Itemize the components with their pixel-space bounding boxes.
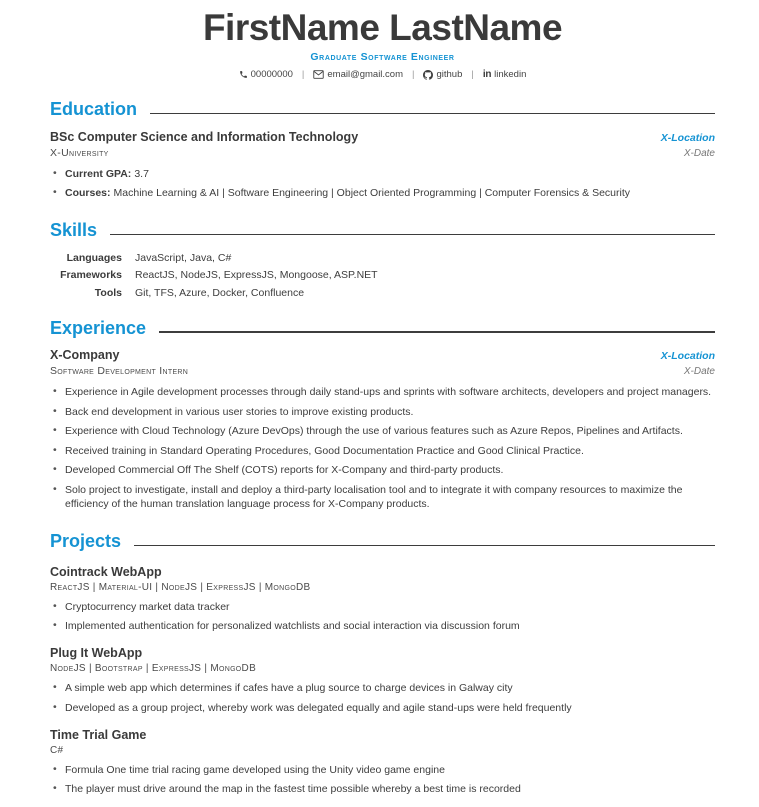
project-entry <box>50 646 715 715</box>
skill-values: Git, TFS, Azure, Docker, Confluence <box>135 286 305 299</box>
project-bullet: • A simple web app which determines if cafes have a plug source to charge devices in Galway city <box>50 681 715 696</box>
project-entry <box>50 728 715 797</box>
contact-separator: | <box>412 69 415 81</box>
skill-category: Frameworks <box>60 269 122 282</box>
project-tech-stack: ReactJS | Material-UI | NodeJS | ExpressJS | MongoDB <box>50 581 311 593</box>
skills-section-head <box>50 220 715 242</box>
linkedin-label: linkedin <box>494 69 527 81</box>
education-entry <box>50 130 715 201</box>
github-label: github <box>436 69 463 81</box>
project-bullets <box>50 681 715 715</box>
section-rule <box>110 234 715 236</box>
bullet-label: Courses: <box>65 187 111 200</box>
experience-section-title: Experience <box>50 317 147 338</box>
email-address: email@gmail.com <box>327 69 404 81</box>
education-section <box>50 99 715 201</box>
skill-values: JavaScript, Java, C# <box>135 251 232 264</box>
contact-separator: | <box>471 69 474 81</box>
contact-row <box>50 69 715 80</box>
job-title: Software Development Intern <box>50 365 189 378</box>
skill-values: ReactJS, NodeJS, ExpressJS, Mongoose, ASP.NET <box>135 269 378 282</box>
contact-separator: | <box>301 69 305 81</box>
project-bullet: • The player must drive around the map in the fastest time possible whereby a best time is recorded <box>50 782 715 797</box>
experience-bullet: • Back end development in various user stories to improve existing products. <box>50 405 715 420</box>
project-bullets <box>50 763 715 797</box>
skills-section <box>50 220 715 299</box>
project-bullet: • Implemented authentication for personalized watchlists and social interaction via discussion forum <box>50 619 715 634</box>
github-contact[interactable] <box>423 69 462 80</box>
phone-number: 00000000 <box>250 69 293 81</box>
degree-title: BSc Computer Science and Information Technology <box>50 129 359 144</box>
email-contact[interactable] <box>313 69 403 80</box>
project-tech-stack: C# <box>50 744 64 756</box>
github-icon <box>423 70 433 80</box>
email-icon <box>313 70 324 79</box>
bullet-text: 3.7 <box>134 167 149 180</box>
project-tech-stack: NodeJS | Bootstrap | ExpressJS | MongoDB <box>50 663 257 675</box>
candidate-name: FirstName LastName <box>202 7 563 48</box>
skills-table <box>50 252 715 299</box>
education-bullets <box>50 167 715 201</box>
project-entry <box>50 565 715 634</box>
project-bullet: • Cryptocurrency market data tracker <box>50 600 715 615</box>
experience-section-head <box>50 318 715 340</box>
project-bullets <box>50 600 715 634</box>
project-bullet: • Developed as a group project, whereby work was delegated equally and agile stand-ups were held frequently <box>50 701 715 716</box>
linkedin-icon: in <box>482 69 492 81</box>
education-bullet <box>50 167 715 182</box>
education-section-title: Education <box>50 99 138 120</box>
projects-section-head <box>50 531 715 553</box>
candidate-title: Graduate Software Engineer <box>310 51 455 64</box>
bullet-text: Machine Learning & AI | Software Engineering | Object Oriented Programming | Computer Forensics & Security <box>113 187 631 200</box>
projects-section <box>50 531 715 797</box>
bullet-label: Current GPA: <box>65 167 132 180</box>
skills-section-title: Skills <box>50 220 98 241</box>
section-rule <box>134 545 715 547</box>
experience-date: X-Date <box>683 366 715 378</box>
education-location: X-Location <box>660 131 715 144</box>
education-section-head <box>50 99 715 121</box>
project-bullet: • Formula One time trial racing game developed using the Unity video game engine <box>50 763 715 778</box>
project-name: Cointrack WebApp <box>50 564 162 579</box>
education-date: X-Date <box>683 147 715 159</box>
experience-bullet: • Developed Commercial Off The Shelf (COTS) reports for X-Company and third-party products. <box>50 463 715 478</box>
phone-contact[interactable] <box>239 69 293 80</box>
experience-entry <box>50 348 715 512</box>
projects-section-title: Projects <box>50 531 122 552</box>
project-name: Time Trial Game <box>50 727 147 742</box>
skill-category: Tools <box>94 286 122 299</box>
experience-bullets <box>50 385 715 512</box>
institution-name: X-University <box>50 146 109 159</box>
experience-bullet: • Experience with Cloud Technology (Azure DevOps) through the use of various features such as Azure Repos, Pipelines and Artifacts. <box>50 424 715 439</box>
skill-category: Languages <box>66 251 122 264</box>
project-name: Plug It WebApp <box>50 646 143 661</box>
education-bullet <box>50 186 715 201</box>
experience-bullet: • Received training in Standard Operating Procedures, Good Documentation Practice and Good Clinical Practice. <box>50 444 715 459</box>
experience-bullet: • Experience in Agile development processes through daily stand-ups and sprints with software architects, developers and project managers. <box>50 385 715 400</box>
experience-location: X-Location <box>660 350 715 363</box>
experience-section <box>50 318 715 512</box>
phone-icon <box>239 70 248 79</box>
section-rule <box>150 113 715 115</box>
experience-bullet: • Solo project to investigate, install and deploy a third-party localisation tool and to integrate it with company resources to maximize the efficiency of the human translation language process for X-Company products. <box>50 483 715 513</box>
resume-header <box>50 6 715 80</box>
linkedin-contact[interactable] <box>483 69 527 80</box>
section-rule <box>159 331 715 333</box>
company-name: X-Company <box>50 348 120 363</box>
